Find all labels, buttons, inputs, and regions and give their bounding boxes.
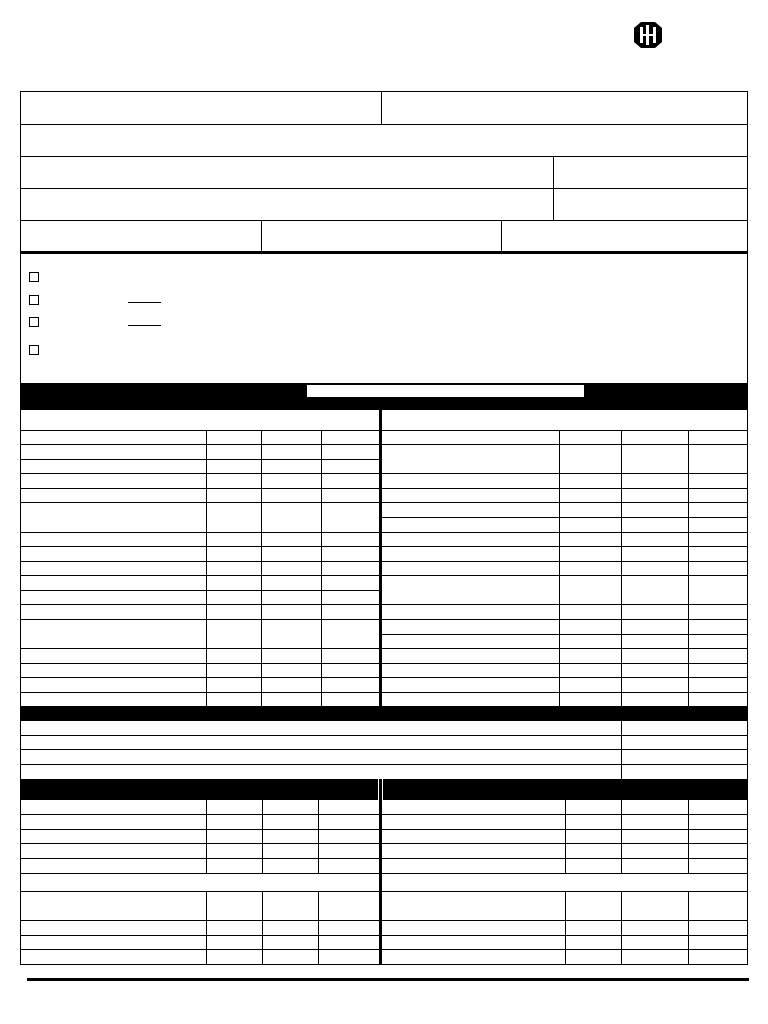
option-3-blank-line[interactable] bbox=[128, 325, 161, 326]
middle-table[interactable] bbox=[20, 721, 748, 779]
section-bar-1-inset bbox=[307, 385, 584, 397]
bottom-tables-region bbox=[20, 800, 748, 965]
options-panel bbox=[20, 253, 748, 384]
field-row3-left[interactable] bbox=[21, 157, 553, 188]
option-2-blank-line[interactable] bbox=[128, 302, 161, 303]
top-right-table[interactable] bbox=[382, 410, 747, 707]
field-row5-c[interactable] bbox=[502, 221, 747, 251]
section-bar-3 bbox=[20, 779, 748, 800]
option-checkbox-4[interactable] bbox=[29, 345, 39, 355]
section-bar-1b bbox=[20, 399, 748, 410]
field-row5-b[interactable] bbox=[262, 221, 501, 251]
section-bar-1 bbox=[20, 383, 748, 399]
field-row5-a[interactable] bbox=[21, 221, 261, 251]
bottom-left-table[interactable] bbox=[21, 800, 379, 964]
section-bar-2 bbox=[20, 706, 748, 721]
option-checkbox-1[interactable] bbox=[29, 272, 39, 282]
field-row4-right[interactable] bbox=[554, 189, 747, 220]
field-row3-right[interactable] bbox=[554, 157, 747, 188]
footer-rule bbox=[27, 978, 749, 981]
brand-logo-icon bbox=[634, 22, 662, 48]
bottom-right-table[interactable] bbox=[382, 800, 747, 964]
option-checkbox-3[interactable] bbox=[29, 317, 39, 327]
header-fields-grid bbox=[20, 91, 748, 253]
field-row1-right[interactable] bbox=[382, 92, 747, 124]
top-left-table[interactable] bbox=[21, 410, 379, 707]
option-checkbox-2[interactable] bbox=[29, 295, 39, 305]
field-row2[interactable] bbox=[21, 125, 747, 156]
top-tables-region bbox=[20, 410, 748, 707]
field-row4-left[interactable] bbox=[21, 189, 553, 220]
field-row1-left[interactable] bbox=[21, 92, 381, 124]
